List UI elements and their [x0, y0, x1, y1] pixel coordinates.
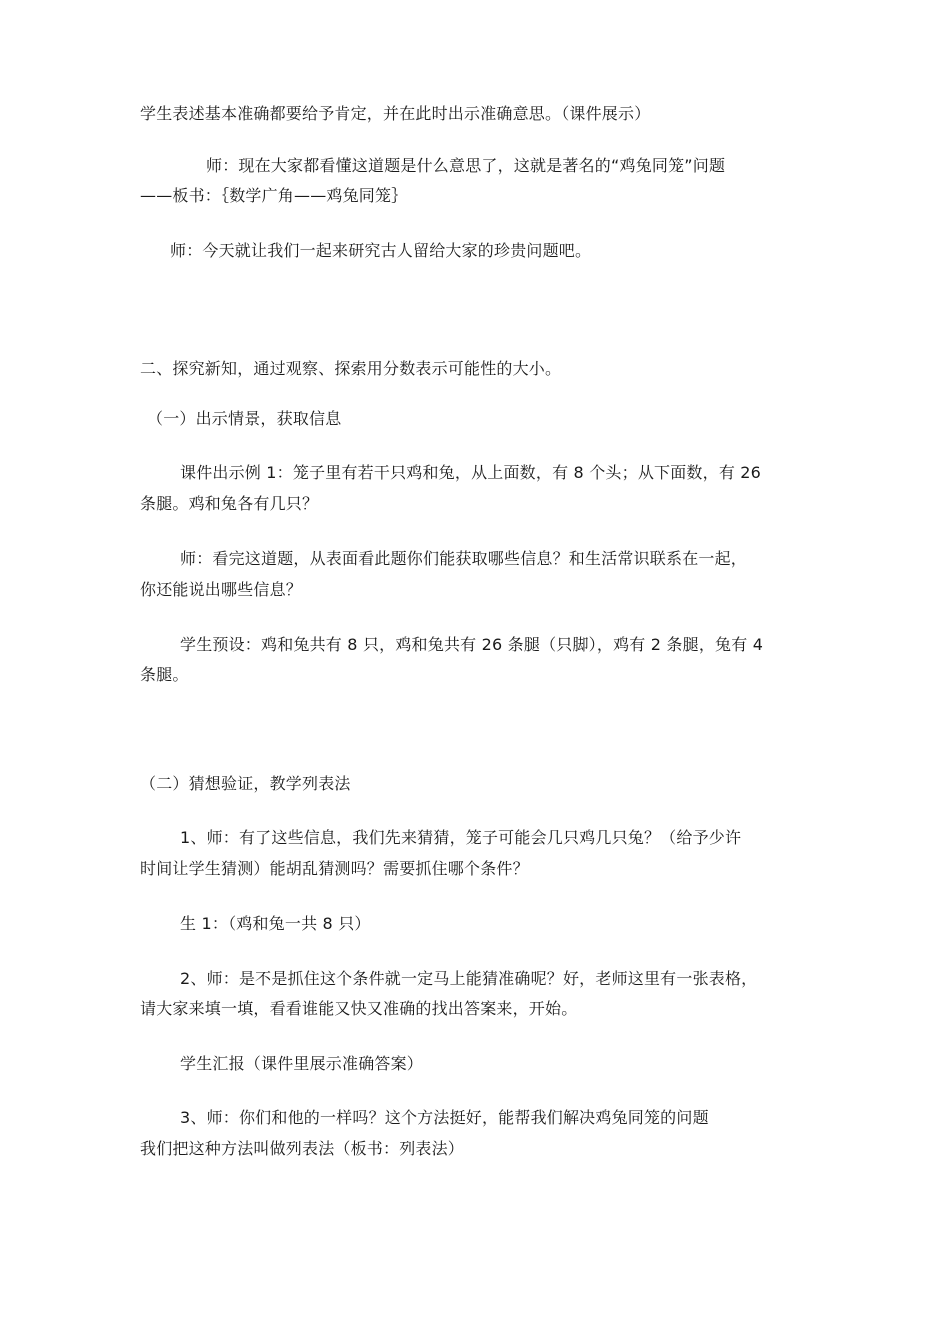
paragraph-line: 师：现在大家都看懂这道题是什么意思了，这就是著名的“鸡兔同笼”问题	[206, 156, 726, 175]
paragraph-line: 学生预设：鸡和兔共有 8 只，鸡和兔共有 26 条腿（只脚），鸡有 2 条腿，兔有 4	[180, 635, 764, 654]
paragraph-line: 学生汇报（课件里展示准确答案）	[180, 1054, 424, 1073]
paragraph-line: 学生表述基本准确都要给予肯定，并在此时出示准确意思。（课件展示）	[140, 104, 651, 123]
paragraph-line: 师：看完这道题，从表面看此题你们能获取哪些信息？和生活常识联系在一起，	[180, 549, 748, 568]
paragraph-line: 你还能说出哪些信息？	[140, 580, 303, 599]
subsection-heading: （一）出示情景，获取信息	[147, 409, 342, 428]
paragraph-line: 请大家来填一填，看看谁能又快又准确的找出答案来，开始。	[140, 999, 578, 1018]
paragraph-line: 条腿。	[140, 665, 189, 684]
paragraph-line: 1、师：有了这些信息，我们先来猜猜，笼子可能会几只鸡几只兔？（给予少许	[180, 828, 742, 847]
paragraph-line: 课件出示例 1：笼子里有若干只鸡和兔，从上面数，有 8 个头；从下面数，有 26	[180, 463, 762, 482]
paragraph-line: 师：今天就让我们一起来研究古人留给大家的珍贵问题吧。	[170, 241, 592, 260]
paragraph-line: 我们把这种方法叫做列表法（板书：列表法）	[140, 1139, 465, 1158]
subsection-heading: （二）猜想验证，教学列表法	[140, 774, 351, 793]
section-heading: 二、探究新知，通过观察、探索用分数表示可能性的大小。	[140, 359, 562, 378]
paragraph-line: 3、师：你们和他的一样吗？这个方法挺好，能帮我们解决鸡兔同笼的问题	[180, 1108, 709, 1127]
paragraph-line: 时间让学生猜测）能胡乱猜测吗？需要抓住哪个条件？	[140, 859, 529, 878]
paragraph-line: 生 1：（鸡和兔一共 8 只）	[180, 914, 371, 933]
paragraph-line: ——板书：｛数学广角——鸡兔同笼｝	[140, 186, 408, 205]
paragraph-line: 条腿。鸡和兔各有几只？	[140, 494, 319, 513]
paragraph-line: 2、师：是不是抓住这个条件就一定马上能猜准确呢？好，老师这里有一张表格，	[180, 969, 758, 988]
